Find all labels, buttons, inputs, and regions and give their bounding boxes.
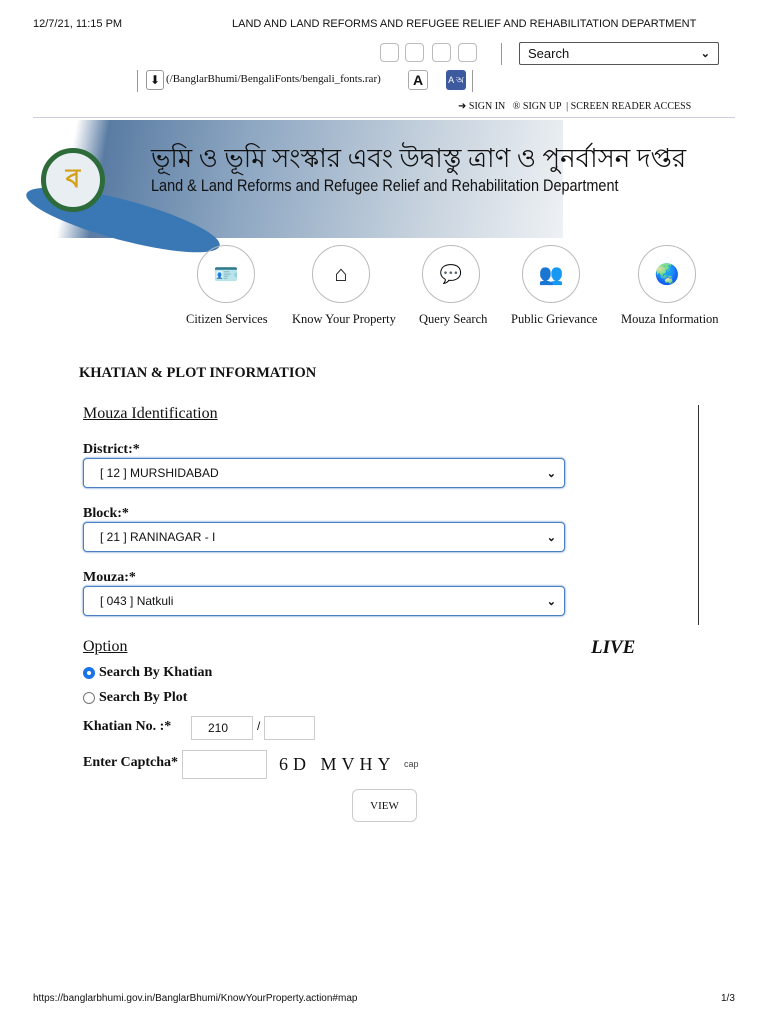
chat-icon: 💬 [439, 263, 463, 284]
site-search-select[interactable] [519, 42, 719, 65]
bengali-font-link[interactable]: (/BanglarBhumi/BengaliFonts/bengali_fonts.rar) [166, 73, 381, 85]
mouza-select[interactable] [83, 586, 565, 616]
chevron-down-icon: ⌄ [700, 48, 710, 60]
radio-search-by-plot[interactable] [83, 690, 187, 706]
department-logo: ব [41, 148, 105, 212]
mouza-heading: Mouza Identification [83, 405, 218, 422]
id-card-icon: 🪪 [213, 263, 239, 286]
chevron-down-icon: ⌄ [546, 467, 556, 480]
nav-citizen-services[interactable]: Citizen Services [186, 312, 268, 326]
language-icon[interactable]: A অ [446, 70, 466, 90]
citizen-services-button[interactable] [197, 245, 255, 303]
radio-unchecked-icon [83, 692, 95, 704]
screen-reader-link[interactable]: SCREEN READER ACCESS [570, 101, 692, 112]
mouza-value: [ 043 ] Natkuli [100, 594, 174, 608]
district-label: District:* [83, 442, 140, 457]
globe-icon: 🌏 [654, 263, 680, 286]
nav-query-search[interactable]: Query Search [419, 312, 488, 326]
banner-bengali-title: ভূমি ও ভূমি সংস্কার এবং উদ্বাস্তু ত্রাণ ও পুনর্বাসন দপ্তর [151, 144, 687, 173]
print-url: https://banglarbhumi.gov.in/BanglarBhumi/KnowYourProperty.action#map [33, 993, 358, 1004]
sign-up-link[interactable]: SIGN UP [522, 101, 562, 112]
accessibility-button[interactable] [458, 43, 477, 62]
section-title: KHATIAN & PLOT INFORMATION [79, 365, 317, 381]
block-value: [ 21 ] RANINAGAR - I [100, 530, 216, 544]
nav-public-grievance[interactable]: Public Grievance [511, 312, 598, 326]
know-your-property-button[interactable] [312, 245, 370, 303]
sign-up-icon: ® [512, 101, 521, 112]
banner [33, 120, 687, 238]
font-size-icon[interactable]: A [408, 70, 428, 90]
khatian-sub-input[interactable] [264, 716, 315, 740]
home-icon: ⌂ [334, 261, 348, 286]
captcha-label: Enter Captcha* [83, 755, 179, 770]
view-button[interactable]: VIEW [352, 789, 417, 822]
users-icon: 👥 [538, 263, 564, 286]
banner-english-title: Land & Land Reforms and Refugee Relief and Rehabilitation Department [151, 176, 619, 195]
captcha-text: 6D MVHY [279, 754, 396, 774]
khatian-number-input[interactable]: 210 [191, 716, 253, 740]
accessibility-button[interactable] [432, 43, 451, 62]
mouza-label: Mouza:* [83, 570, 136, 585]
mouza-information-button[interactable] [638, 245, 696, 303]
block-label: Block:* [83, 506, 129, 521]
nav-know-your-property[interactable]: Know Your Property [292, 312, 396, 326]
khatian-label: Khatian No. :* [83, 719, 172, 734]
radio-checked-icon [83, 667, 95, 679]
radio-plot-label: Search By Plot [99, 690, 188, 705]
print-page-number: 1/3 [721, 993, 735, 1004]
divider [137, 70, 138, 92]
district-select[interactable] [83, 458, 565, 488]
accessibility-button[interactable] [405, 43, 424, 62]
district-value: [ 12 ] MURSHIDABAD [100, 466, 219, 480]
divider [501, 43, 502, 65]
captcha-image: cap [404, 759, 419, 769]
sign-in-icon: ➜ [458, 101, 467, 112]
captcha-input[interactable] [182, 750, 267, 779]
divider [698, 405, 699, 625]
divider [33, 117, 735, 118]
public-grievance-button[interactable] [522, 245, 580, 303]
search-select-value: Search [528, 46, 570, 61]
radio-khatian-label: Search By Khatian [99, 665, 213, 680]
accessibility-button[interactable] [380, 43, 399, 62]
print-datetime: 12/7/21, 11:15 PM [33, 18, 123, 30]
radio-search-by-khatian[interactable] [83, 665, 212, 681]
option-heading: Option [83, 638, 128, 655]
query-search-button[interactable] [422, 245, 480, 303]
divider [472, 70, 473, 92]
chevron-down-icon: ⌄ [546, 595, 556, 608]
print-title: LAND AND LAND REFORMS AND REFUGEE RELIEF AND REHABILITATION DEPARTMENT [232, 18, 697, 30]
chevron-down-icon: ⌄ [546, 531, 556, 544]
download-icon[interactable]: ⬇ [146, 70, 164, 90]
khatian-slash: / [257, 719, 261, 733]
sign-in-link[interactable]: SIGN IN [468, 101, 506, 112]
live-label: LIVE [591, 637, 636, 658]
block-select[interactable] [83, 522, 565, 552]
nav-mouza-information[interactable]: Mouza Information [621, 312, 719, 326]
